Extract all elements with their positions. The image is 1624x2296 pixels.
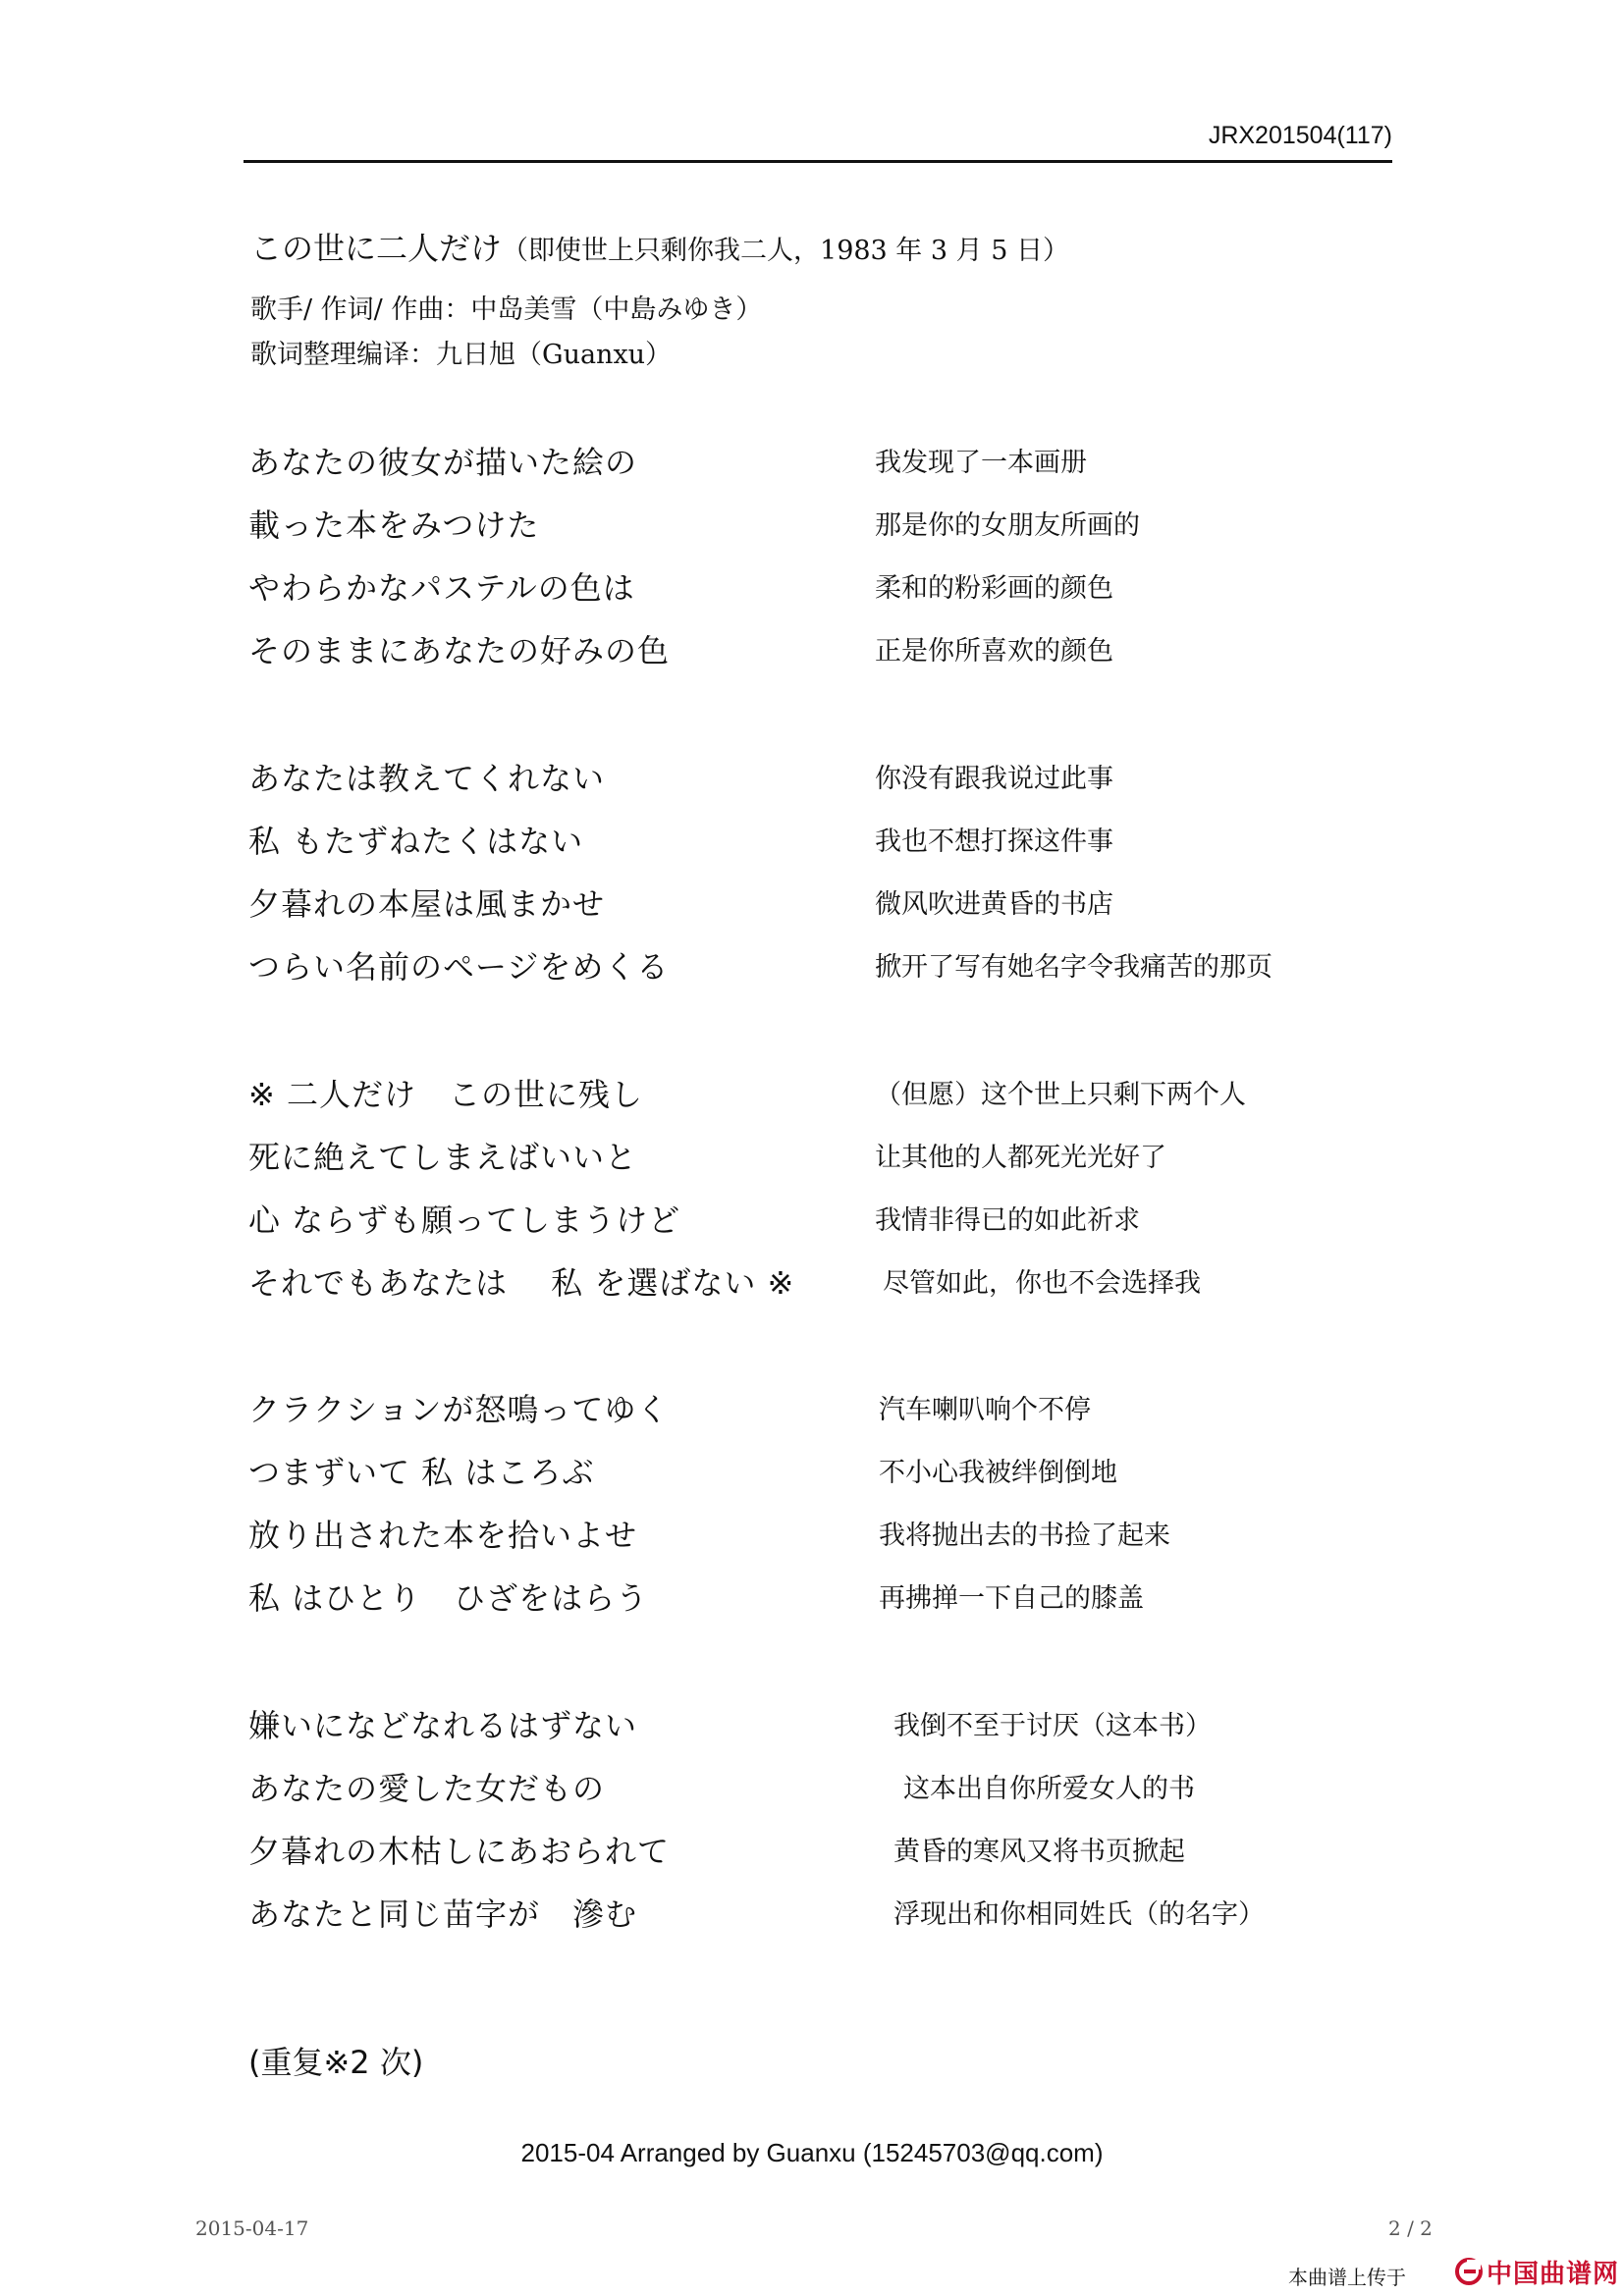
credits-line: 歌手/ 作词/ 作曲：中岛美雪（中島みゆき）	[250, 294, 763, 325]
lyric-jp-line: つまずいて 私 はころぶ	[248, 1454, 595, 1491]
lyric-cn-line: 这本出自你所爱女人的书	[903, 1774, 1195, 1804]
lyric-jp-line: クラクションが怒鳴ってゆく	[248, 1391, 670, 1428]
upload-note: 本曲谱上传于	[1288, 2266, 1406, 2289]
lyric-jp-line: あなたの彼女が描いた絵の	[248, 444, 638, 481]
lyric-cn-line: 我发现了一本画册	[875, 448, 1087, 478]
lyric-jp-line: 載った本をみつけた	[248, 507, 540, 544]
lyric-jp-line: あなたの愛した女だもの	[248, 1770, 606, 1807]
lyric-cn-line: 不小心我被绊倒倒地	[879, 1458, 1117, 1488]
lyric-cn-line: 我将抛出去的书捡了起来	[879, 1521, 1170, 1551]
footer-credit: 2015-04 Arranged by Guanxu (15245703@qq.com)	[520, 2138, 1104, 2167]
lyric-cn-line: 那是你的女朋友所画的	[875, 510, 1140, 541]
document-id: JRX201504(117)	[1208, 122, 1392, 149]
song-title-jp: この世に二人だけ	[250, 230, 503, 267]
lyric-cn-line: 尽管如此，你也不会选择我	[883, 1268, 1201, 1299]
lyric-cn-line: （但愿）这个世上只剩下两个人	[875, 1080, 1246, 1110]
lyric-cn-line: 我倒不至于讨厌（这本书）	[893, 1711, 1212, 1741]
page-number: 2 / 2	[1388, 2216, 1433, 2240]
song-title-cn: （即使世上只剩你我二人，1983 年 3 月 5 日）	[502, 236, 1069, 266]
lyric-cn-line: 我也不想打探这件事	[875, 827, 1113, 857]
lyric-cn-line: 汽车喇叭响个不停	[879, 1395, 1091, 1425]
lyric-jp-line: ※ 二人だけ この世に残し	[248, 1076, 643, 1113]
site-logo-icon	[1455, 2258, 1483, 2285]
lyric-jp-line: そのままにあなたの好みの色	[248, 632, 671, 669]
lyric-cn-line: 你没有跟我说过此事	[875, 764, 1113, 794]
lyric-jp-line: 放り出された本を拾いよせ	[248, 1517, 638, 1554]
lyric-jp-line: 嫌いになどなれるはずない	[248, 1707, 638, 1744]
site-logo	[1455, 2255, 1619, 2288]
lyric-jp-line: つらい名前のページをめくる	[248, 948, 670, 986]
site-name: 中国曲谱网	[1487, 2259, 1620, 2289]
lyric-cn-line: 浮现出和你相同姓氏（的名字）	[893, 1899, 1265, 1930]
lyric-cn-line: 让其他的人都死光光好了	[875, 1143, 1166, 1173]
header-rule	[244, 160, 1392, 163]
lyric-cn-line: 掀开了写有她名字令我痛苦的那页	[875, 952, 1272, 983]
song-title	[250, 224, 1069, 269]
footer-date: 2015-04-17	[195, 2216, 309, 2240]
compiler-line: 歌词整理编译：九日旭（Guanxu）	[250, 340, 673, 370]
lyric-jp-line: やわらかなパステルの色は	[248, 569, 635, 607]
lyric-jp-line: あなたは教えてくれない	[248, 760, 606, 797]
lyric-jp-line: それでもあなたは 私 を選ばない ※	[248, 1264, 795, 1302]
lyric-jp-line: 夕暮れの本屋は風まかせ	[248, 885, 606, 923]
lyric-jp-line: 私 もたずねたくはない	[248, 823, 584, 860]
lyric-jp-line: 死に絶えてしまえばいいと	[248, 1139, 638, 1176]
lyric-cn-line: 柔和的粉彩画的颜色	[875, 573, 1113, 604]
lyric-jp-line: 心 ならずも願ってしまうけど	[248, 1201, 681, 1239]
lyric-cn-line: 黄昏的寒风又将书页掀起	[893, 1837, 1185, 1867]
lyric-jp-line: 夕暮れの木枯しにあおられて	[248, 1833, 671, 1870]
lyric-cn-line: 再拂掸一下自己的膝盖	[879, 1583, 1144, 1614]
lyric-cn-line: 正是你所喜欢的颜色	[875, 636, 1113, 667]
lyric-cn-line: 我情非得已的如此祈求	[875, 1205, 1140, 1236]
lyric-jp-line: 私 はひとり ひざをはらう	[248, 1579, 649, 1617]
lyric-jp-line: あなたと同じ苗字が 滲む	[248, 1896, 638, 1933]
repeat-note: (重复※2 次)	[248, 2044, 424, 2081]
lyric-cn-line: 微风吹进黄昏的书店	[875, 889, 1113, 920]
